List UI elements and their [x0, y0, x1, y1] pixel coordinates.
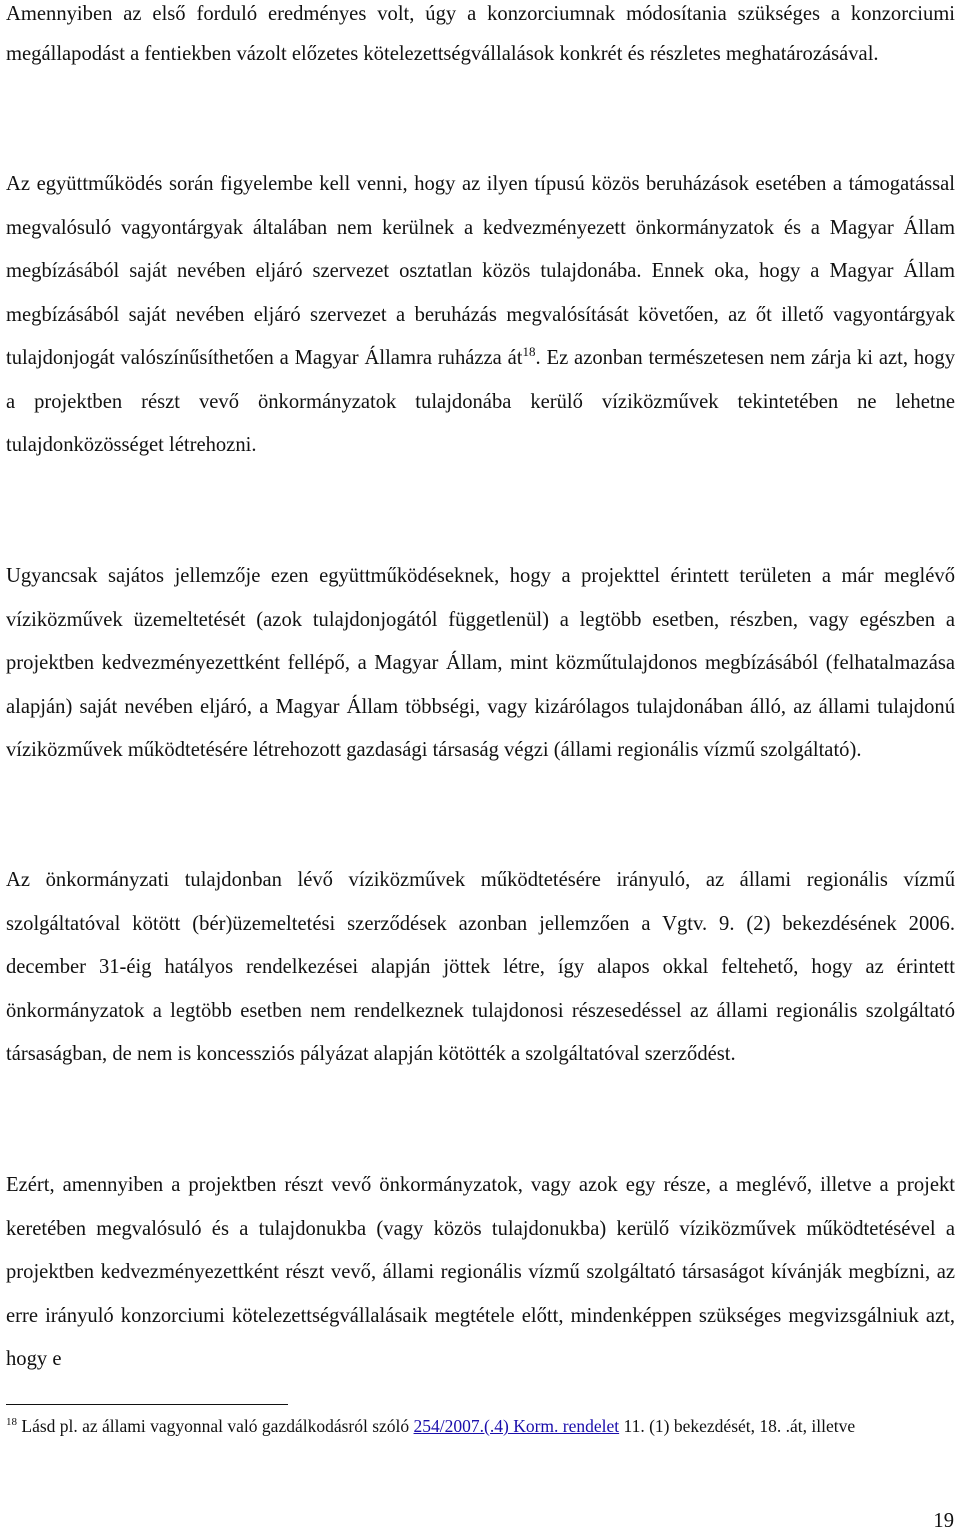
paragraph-4: Az önkormányzati tulajdonban lévő víziközművek működtetésére irányuló, az állami regionális vízmű szolgáltatóval kötött (bér)üzemeltetési szerződések azonban jellemzően a Vgtv. 9. (2) bekezdésének 2006. december 31-éig hatályos rendelkezései alapján jöttek létre, így alapos okkal feltehető, hogy az érintett önkormányzatok a legtöbb esetben nem rendelkeznek tulajdonosi részesedéssel az állami regionális szolgáltató társaságban, de nem is koncessziós pályázat alapján kötötték a szolgáltatóval szerződést.	[6, 869, 955, 1065]
footnote-link[interactable]: 254/2007.(.4) Korm. rendelet	[413, 1416, 620, 1436]
paragraph-5: Ezért, amennyiben a projektben részt vevő önkormányzatok, vagy azok egy része, a meglévő, illetve a projekt keretében megvalósuló és a tulajdonukba (vagy közös tulajdonukba) kerülő víziközművek működtetésével a projektben kedvezményezettként részt vevő, állami regionális vízmű szolgáltató társaságot kívánják megbízni, az erre irányuló konzorciumi kötelezettségvállalásaik megtétele előtt, mindenképpen szükséges megvizsgálniuk azt, hogy e	[6, 1174, 955, 1370]
footnote-reference[interactable]: 18	[522, 344, 536, 360]
footnote	[6, 1413, 946, 1439]
page-number: 19	[933, 1510, 954, 1532]
footnote-number: 18	[6, 1416, 17, 1429]
paragraph-3: Ugyancsak sajátos jellemzője ezen együttműködéseknek, hogy a projekttel érintett területen a már meglévő víziközművek üzemeltetését (azok tulajdonjogától függetlenül) a legtöbb esetben, részben, vagy egészben a projektben kedvezményezettként fellépő, a Magyar Állam, mint közműtulajdonos megbízásából (felhatalmazása alapján) saját nevében eljáró, a Magyar Állam többségi, vagy kizárólagos tulajdonában álló, az állami tulajdonú víziközművek működtetésére létrehozott gazdasági társaság végzi (állami regionális vízmű szolgáltató).	[6, 565, 955, 761]
paragraph-2-text-b: . Ez azonban természetesen nem zárja ki azt, hogy a projektben részt vevő önkormányzatok tulajdonába kerülő víziközművek tekintetében ne lehetne tulajdonközösséget létrehozni.	[6, 347, 956, 456]
paragraph-2	[6, 163, 955, 468]
paragraph-2-text-a: Az együttműködés során figyelembe kell venni, hogy az ilyen típusú közös beruházások esetében a támogatással megvalósuló vagyontárgyak általában nem kerülnek a kedvezményezett önkormányzatok és a Magyar Állam megbízásából saját nevében eljáró szervezet osztatlan közös tulajdonába. Ennek oka, hogy a Magyar Állam megbízásából saját nevében eljáró szervezet a beruházás megvalósítását követően, az őt illető vagyontárgyak tulajdonjogát valószínűsíthetően a Magyar Államra ruházza át	[6, 173, 955, 369]
footnote-text-b: 11. (1) bekezdését, 18. .át, illetve	[619, 1416, 856, 1436]
footnote-separator	[6, 1404, 288, 1405]
footnote-text-a: Lásd pl. az állami vagyonnal való gazdálkodásról szóló	[17, 1416, 414, 1436]
paragraph-1: Amennyiben az első forduló eredményes volt, úgy a konzorciumnak módosítania szükséges a konzorciumi megállapodást a fentiekben vázolt előzetes kötelezettségvállalások konkrét és részletes meghatározásával.	[6, 3, 955, 65]
